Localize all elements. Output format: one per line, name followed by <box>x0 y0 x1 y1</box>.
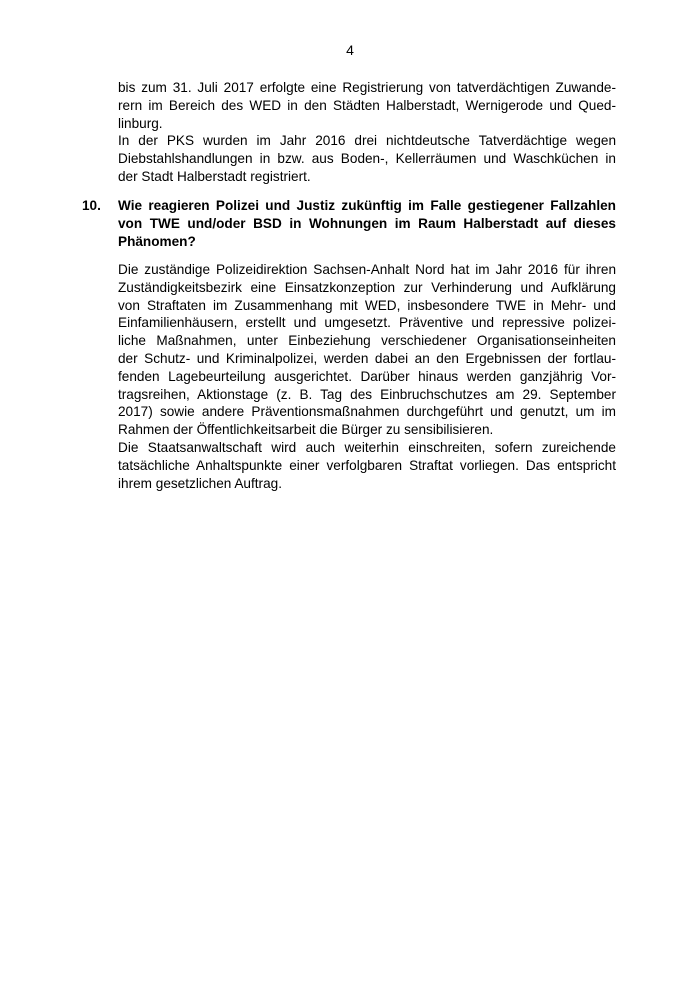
text-line: Rahmen der Öffentlichkeitsarbeit die Bürger zu sensibilisieren. <box>118 422 494 438</box>
intro-paragraph <box>118 79 616 186</box>
text-line: Wie reagieren Polizei und Justiz zukünftig im Falle gestiegener Fallzahlen <box>118 198 616 213</box>
text-line: linburg. <box>118 115 163 131</box>
text-line: tragsreihen, Aktionstage (z. B. Tag des Einbruchschutzes am 29. September <box>118 386 616 402</box>
text-line: 2017) sowie andere Präventionsmaßnahmen durchgeführt und genutzt, um im <box>118 404 616 420</box>
answer-paragraph-prosecution <box>118 439 616 492</box>
answer-paragraph-police <box>118 261 616 439</box>
text-line: der Stadt Halberstadt registriert. <box>118 168 311 184</box>
text-line: Einfamilienhäusern, erstellt und umgesetzt. Präventive und repressive polizei- <box>118 315 616 331</box>
text-line: liche Maßnahmen, unter Einbeziehung verschiedener Organisationseinheiten <box>118 333 616 349</box>
text-line: Die Staatsanwaltschaft wird auch weiterhin einschreiten, sofern zureichende <box>118 440 616 455</box>
text-line: von TWE und/oder BSD in Wohnungen im Raum Halberstadt auf dieses <box>118 215 616 231</box>
question-number: 10. <box>82 198 101 213</box>
question-text <box>118 197 616 250</box>
text-line: rern im Bereich des WED in den Städten Halberstadt, Wernigerode und Qued- <box>118 97 616 113</box>
text-line: bis zum 31. Juli 2017 erfolgte eine Registrierung von tatverdächtigen Zuwande- <box>118 80 616 95</box>
text-line: Zuständigkeitsbezirk eine Einsatzkonzeption zur Verhinderung und Aufklärung <box>118 279 616 295</box>
text-line: fenden Lagebeurteilung ausgerichtet. Darüber hinaus werden ganzjährig Vor- <box>118 368 616 384</box>
text-line: In der PKS wurden im Jahr 2016 drei nichtdeutsche Tatverdächtige wegen <box>118 133 616 149</box>
text-line: der Schutz- und Kriminalpolizei, werden dabei an den Ergebnissen der fortlau- <box>118 350 616 366</box>
text-line: Diebstahlshandlungen in bzw. aus Boden-, Kellerräumen und Waschküchen in <box>118 151 616 167</box>
page-number: 4 <box>346 42 354 58</box>
text-line: tatsächliche Anhaltspunkte einer verfolgbaren Straftat vorliegen. Das entspricht <box>118 457 616 473</box>
text-line: Phänomen? <box>118 233 196 249</box>
text-line: Die zuständige Polizeidirektion Sachsen-Anhalt Nord hat im Jahr 2016 für ihren <box>118 262 616 277</box>
text-line: von Straftaten im Zusammenhang mit WED, insbesondere TWE in Mehr- und <box>118 297 616 313</box>
text-line: ihrem gesetzlichen Auftrag. <box>118 475 282 491</box>
